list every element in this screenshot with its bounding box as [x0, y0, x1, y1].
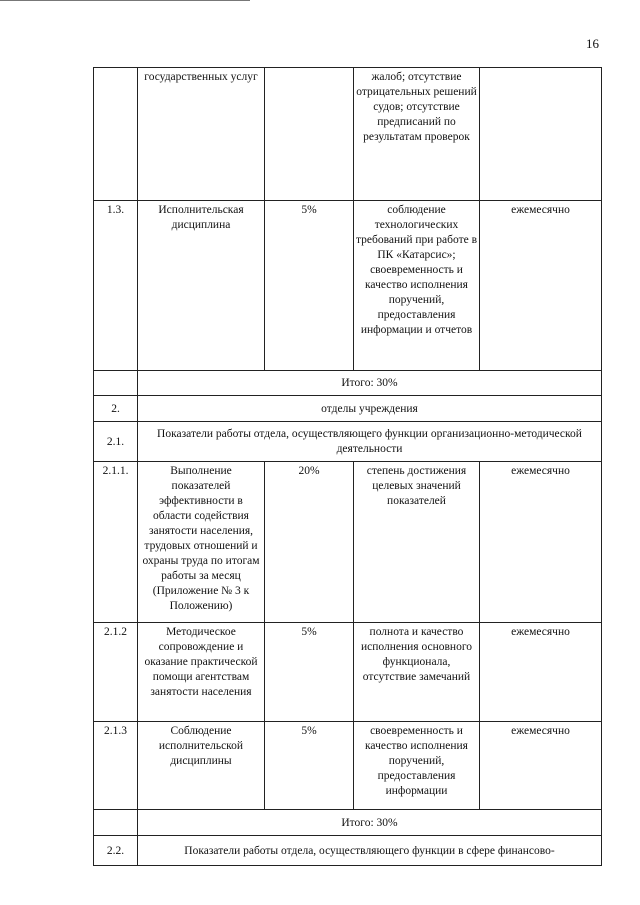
row-number: 1.3.	[94, 201, 138, 371]
table-row	[94, 836, 602, 866]
row-number: 2.1.3	[94, 722, 138, 810]
table-row	[94, 396, 602, 422]
indicator-weight: 5%	[265, 722, 354, 810]
subtotal-label: Итого: 30%	[138, 371, 602, 396]
table-row	[94, 68, 602, 201]
subtotal-label: Итого: 30%	[138, 810, 602, 836]
indicator-period: ежемесячно	[480, 623, 602, 722]
row-number: 2.1.	[94, 422, 138, 462]
indicator-criteria: жалоб; отсутствие отрицательных решений судов; отсутствие предписаний по результатам проверок	[354, 68, 480, 201]
table-row	[94, 201, 602, 371]
indicator-period: ежемесячно	[480, 201, 602, 371]
table-row	[94, 462, 602, 623]
indicator-name: Соблюдение исполнительской дисциплины	[138, 722, 265, 810]
row-number: 2.1.1.	[94, 462, 138, 623]
indicator-criteria: степень достижения целевых значений показателей	[354, 462, 480, 623]
row-number: 2.2.	[94, 836, 138, 866]
section-heading: Показатели работы отдела, осуществляющего функции организационно-методической деятельности	[138, 422, 602, 462]
table-row	[94, 810, 602, 836]
row-number	[94, 68, 138, 201]
indicator-name: Выполнение показателей эффективности в области содействия занятости населения, трудовых отношений и охраны труда по итогам работы за месяц (Приложение № 3 к Положению)	[138, 462, 265, 623]
row-number	[94, 810, 138, 836]
top-rule	[0, 0, 250, 2]
row-number: 2.	[94, 396, 138, 422]
indicator-weight: 5%	[265, 623, 354, 722]
indicator-period: ежемесячно	[480, 462, 602, 623]
row-number: 2.1.2	[94, 623, 138, 722]
indicator-name: Методическое сопровождение и оказание практической помощи агентствам занятости населения	[138, 623, 265, 722]
indicator-criteria: соблюдение технологических требований при работе в ПК «Катарсис»; своевременность и качество исполнения поручений, предоставления информации и отчетов	[354, 201, 480, 371]
indicator-weight	[265, 68, 354, 201]
indicator-name: Исполнительская дисциплина	[138, 201, 265, 371]
table-row	[94, 371, 602, 396]
indicator-name: государственных услуг	[138, 68, 265, 201]
row-number	[94, 371, 138, 396]
table-row	[94, 422, 602, 462]
indicators-table	[93, 67, 602, 866]
indicator-period	[480, 68, 602, 201]
section-heading: отделы учреждения	[138, 396, 602, 422]
indicator-criteria: своевременность и качество исполнения поручений, предоставления информации	[354, 722, 480, 810]
indicator-weight: 20%	[265, 462, 354, 623]
indicator-period: ежемесячно	[480, 722, 602, 810]
page-number: 16	[586, 36, 599, 51]
section-heading: Показатели работы отдела, осуществляющего функции в сфере финансово-	[138, 836, 602, 866]
table-row	[94, 722, 602, 810]
indicator-criteria: полнота и качество исполнения основного функционала, отсутствие замечаний	[354, 623, 480, 722]
table-row	[94, 623, 602, 722]
indicator-weight: 5%	[265, 201, 354, 371]
